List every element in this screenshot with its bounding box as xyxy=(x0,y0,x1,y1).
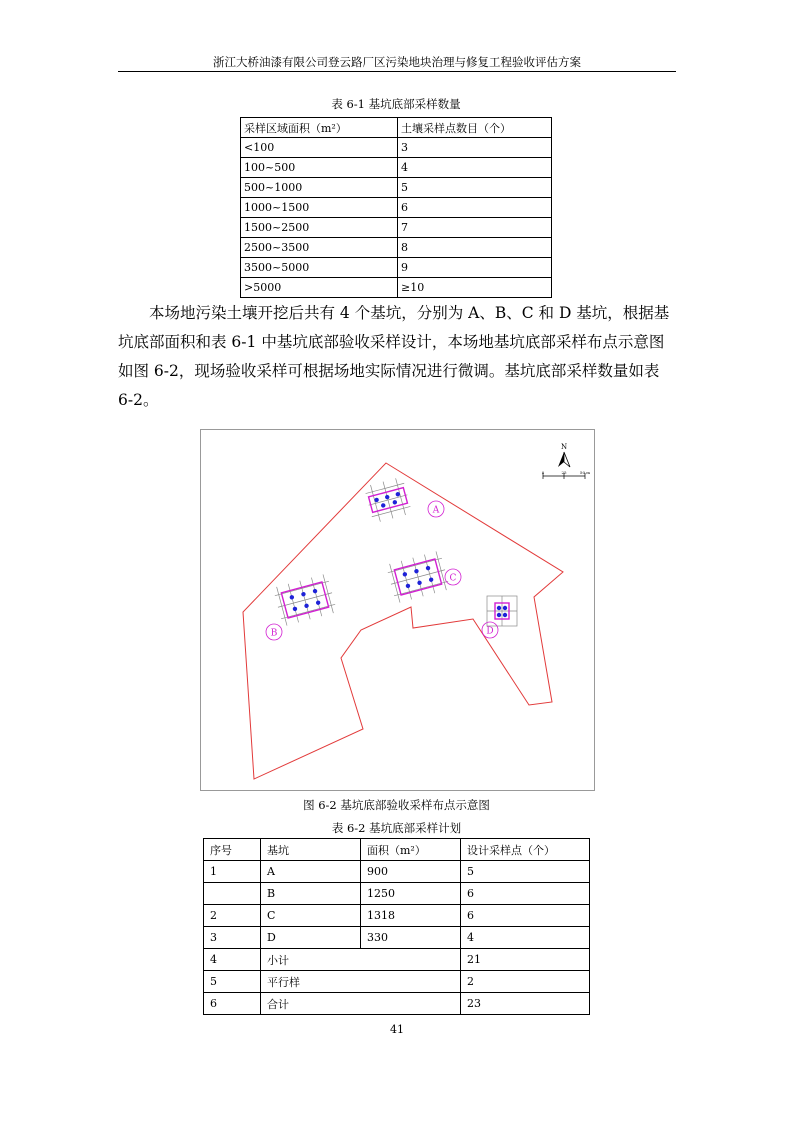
table-row xyxy=(241,158,552,178)
pit-label: C xyxy=(449,573,457,584)
table-row xyxy=(204,993,590,1015)
paragraph-line: 6-2。 xyxy=(118,391,159,409)
table-cell: B xyxy=(261,883,361,905)
site-boundary xyxy=(243,463,563,779)
north-arrow-icon xyxy=(558,452,570,467)
table-header-row xyxy=(241,118,552,138)
table-header-cell: 土壤采样点数目（个） xyxy=(398,118,552,138)
table-cell: 6 xyxy=(461,883,590,905)
table-row xyxy=(204,927,590,949)
table-cell: 7 xyxy=(398,218,552,238)
site-map-svg xyxy=(201,430,594,790)
table-header-cell: 面积（m²） xyxy=(361,839,461,861)
paragraph-line: 本场地污染土壤开挖后共有 4 个基坑，分别为 A、B、C 和 D 基坑，根据基 xyxy=(149,304,670,322)
table2-caption: 表 6-2 基坑底部采样计划 xyxy=(331,821,462,835)
table-cell: 21 xyxy=(461,949,590,971)
table-cell: >5000 xyxy=(241,278,398,298)
table-row xyxy=(241,238,552,258)
table-cell: 900 xyxy=(361,861,461,883)
scale-label: 25 xyxy=(561,470,567,475)
table-cell: 330 xyxy=(361,927,461,949)
table-cell: 5 xyxy=(461,861,590,883)
table-cell xyxy=(204,883,261,905)
table-cell: 8 xyxy=(398,238,552,258)
table-cell: 1000~1500 xyxy=(241,198,398,218)
table-cell: 平行样 xyxy=(261,971,461,993)
table-cell: ≥10 xyxy=(398,278,552,298)
table-cell: 3 xyxy=(398,138,552,158)
pit-label: B xyxy=(270,628,278,639)
pit-label: D xyxy=(486,626,494,637)
table-cell: 500~1000 xyxy=(241,178,398,198)
table-row xyxy=(241,278,552,298)
table-row xyxy=(204,971,590,993)
table-cell: 1318 xyxy=(361,905,461,927)
table-cell: 5 xyxy=(204,971,261,993)
table-cell: A xyxy=(261,861,361,883)
table-cell: D xyxy=(261,927,361,949)
table-cell: 100~500 xyxy=(241,158,398,178)
table-cell: 3 xyxy=(204,927,261,949)
table-cell: 4 xyxy=(398,158,552,178)
table-row xyxy=(241,198,552,218)
table-cell: 23 xyxy=(461,993,590,1015)
table-row xyxy=(241,218,552,238)
table-header-row xyxy=(204,839,590,861)
table-cell: 1500~2500 xyxy=(241,218,398,238)
figure-caption: 图 6-2 基坑底部验收采样布点示意图 xyxy=(303,798,490,812)
table-cell: C xyxy=(261,905,361,927)
pit-c xyxy=(386,550,450,603)
table-cell: 4 xyxy=(461,927,590,949)
scale-label: 50 m xyxy=(579,470,591,475)
paragraph-line: 如图 6-2，现场验收采样可根据场地实际情况进行微调。基坑底部采样数量如表 xyxy=(118,362,660,380)
pit-b xyxy=(273,573,337,626)
table2 xyxy=(203,838,590,1015)
table-cell: 2 xyxy=(461,971,590,993)
table-header-cell: 基坑 xyxy=(261,839,361,861)
table-cell: 9 xyxy=(398,258,552,278)
pit-d xyxy=(487,596,517,626)
table-row xyxy=(241,138,552,158)
pit-label: A xyxy=(432,505,440,516)
table-row xyxy=(241,258,552,278)
table-row xyxy=(204,905,590,927)
page-header: 浙江大桥油漆有限公司登云路厂区污染地块治理与修复工程验收评估方案 xyxy=(213,55,581,69)
table1-caption: 表 6-1 基坑底部采样数量 xyxy=(331,97,461,111)
table-cell: 2500~3500 xyxy=(241,238,398,258)
table-row xyxy=(204,883,590,905)
body-paragraph xyxy=(118,299,686,415)
page-number: 41 xyxy=(390,1023,404,1036)
north-label: N xyxy=(560,443,568,451)
table-header-cell: 序号 xyxy=(204,839,261,861)
table-cell: 6 xyxy=(398,198,552,218)
site-sampling-map xyxy=(200,429,595,791)
table-row xyxy=(204,949,590,971)
table-cell: 6 xyxy=(204,993,261,1015)
table-cell: <100 xyxy=(241,138,398,158)
table-cell: 2 xyxy=(204,905,261,927)
table-cell: 合计 xyxy=(261,993,461,1015)
header-rule xyxy=(118,71,676,72)
table-cell: 4 xyxy=(204,949,261,971)
table-cell: 1 xyxy=(204,861,261,883)
table-cell: 6 xyxy=(461,905,590,927)
scale-label: 0 xyxy=(541,470,545,475)
table-row xyxy=(204,861,590,883)
table-cell: 小计 xyxy=(261,949,461,971)
table-header-cell: 采样区域面积（m²） xyxy=(241,118,398,138)
table-cell: 5 xyxy=(398,178,552,198)
table1 xyxy=(240,117,552,298)
table-cell: 3500~5000 xyxy=(241,258,398,278)
pit-a xyxy=(364,476,412,523)
table-cell: 1250 xyxy=(361,883,461,905)
table-header-cell: 设计采样点（个） xyxy=(461,839,590,861)
paragraph-line: 坑底部面积和表 6-1 中基坑底部验收采样设计，本场地基坑底部采样布点示意图 xyxy=(118,333,665,351)
table-row xyxy=(241,178,552,198)
